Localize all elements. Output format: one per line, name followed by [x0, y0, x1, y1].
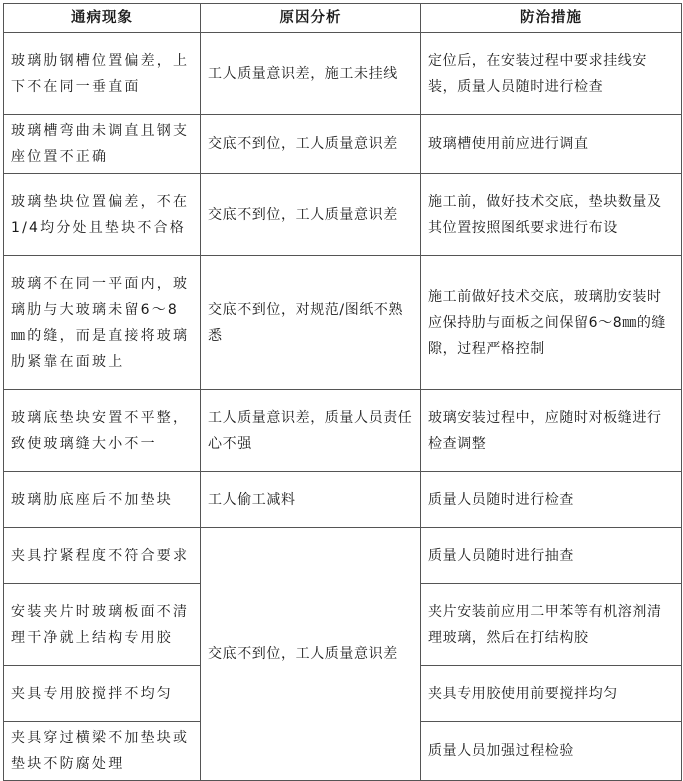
table-header-row: [4, 4, 682, 33]
cause-cell-merged: 交底不到位，工人质量意识差: [201, 528, 421, 781]
measure-cell: 定位后，在安装过程中要求挂线安装，质量人员随时进行检查: [421, 33, 682, 115]
cause-cell: 交底不到位，工人质量意识差: [201, 115, 421, 174]
cause-cell: 工人质量意识差，质量人员责任心不强: [201, 390, 421, 472]
phenomenon-cell: 夹具拧紧程度不符合要求: [4, 528, 201, 584]
measure-cell: 夹具专用胶使用前要搅拌均匀: [421, 666, 682, 722]
cause-cell: 工人质量意识差，施工未挂线: [201, 33, 421, 115]
phenomenon-cell: 玻璃垫块位置偏差，不在1/4均分处且垫块不合格: [4, 174, 201, 256]
table-row: [4, 472, 682, 528]
measure-cell: 玻璃槽使用前应进行调直: [421, 115, 682, 174]
cause-cell: 交底不到位，工人质量意识差: [201, 174, 421, 256]
phenomenon-cell: 玻璃肋底座后不加垫块: [4, 472, 201, 528]
measure-cell: 夹片安装前应用二甲苯等有机溶剂清理玻璃，然后在打结构胶: [421, 584, 682, 666]
table-row: [4, 256, 682, 390]
table-row: [4, 115, 682, 174]
cause-cell: 工人偷工减料: [201, 472, 421, 528]
measure-cell: 质量人员加强过程检验: [421, 722, 682, 781]
measure-cell: 玻璃安装过程中，应随时对板缝进行检查调整: [421, 390, 682, 472]
defect-prevention-table: [3, 3, 682, 781]
measure-cell: 施工前做好技术交底，玻璃肋安装时应保持肋与面板之间保留6～8㎜的缝隙，过程严格控制: [421, 256, 682, 390]
cause-cell: 交底不到位，对规范/图纸不熟悉: [201, 256, 421, 390]
measure-cell: 质量人员随时进行检查: [421, 472, 682, 528]
measure-cell: 施工前，做好技术交底，垫块数量及其位置按照图纸要求进行布设: [421, 174, 682, 256]
phenomenon-cell: 玻璃不在同一平面内，玻璃肋与大玻璃未留6～8㎜的缝，而是直接将玻璃肋紧靠在面玻上: [4, 256, 201, 390]
phenomenon-cell: 安装夹片时玻璃板面不清理干净就上结构专用胶: [4, 584, 201, 666]
table-row: [4, 528, 682, 584]
phenomenon-cell: 夹具专用胶搅拌不均匀: [4, 666, 201, 722]
header-cause: 原因分析: [201, 4, 421, 33]
table-row: [4, 174, 682, 256]
header-phenomenon: 通病现象: [4, 4, 201, 33]
phenomenon-cell: 玻璃底垫块安置不平整，致使玻璃缝大小不一: [4, 390, 201, 472]
phenomenon-cell: 玻璃槽弯曲未调直且钢支座位置不正确: [4, 115, 201, 174]
measure-cell: 质量人员随时进行抽查: [421, 528, 682, 584]
table-row: [4, 33, 682, 115]
phenomenon-cell: 夹具穿过横梁不加垫块或垫块不防腐处理: [4, 722, 201, 781]
phenomenon-cell: 玻璃肋钢槽位置偏差，上下不在同一垂直面: [4, 33, 201, 115]
header-measure: 防治措施: [421, 4, 682, 33]
table-row: [4, 390, 682, 472]
